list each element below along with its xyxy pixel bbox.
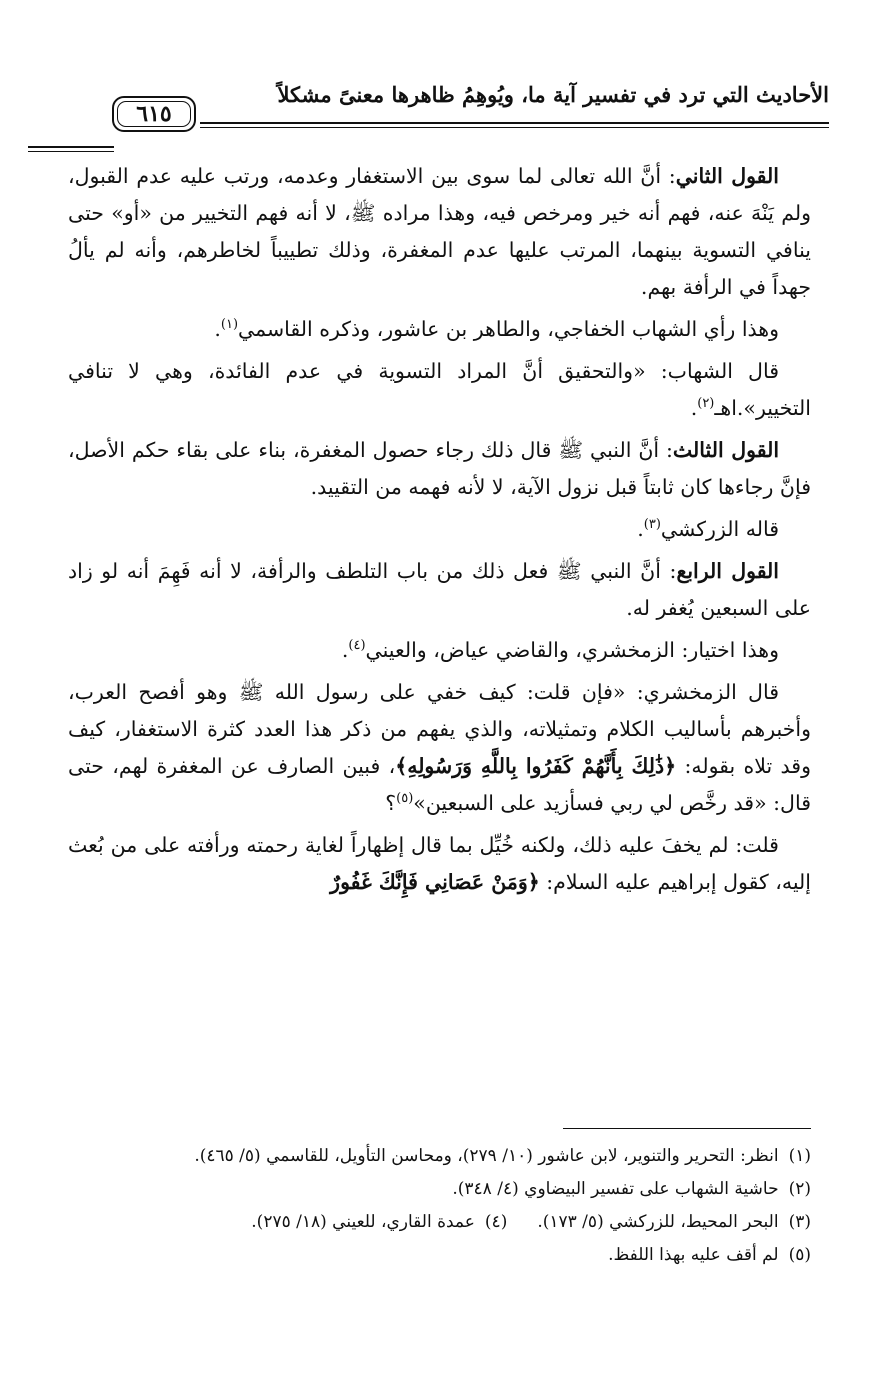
- paragraph: [68, 553, 811, 627]
- page-number-frame: [112, 96, 196, 132]
- paragraph: [68, 632, 811, 669]
- footnote-text: انظر: التحرير والتنوير، لابن عاشور (١٠/ ٢٧٩)، ومحاسن التأويل، للقاسمي (٥/ ٤٦٥).: [194, 1146, 779, 1166]
- quran-verse: ﴿ذَٰلِكَ بِأَنَّهُمْ كَفَرُوا بِاللَّهِ وَرَسُولِهِ﴾: [395, 754, 677, 778]
- footnote-separator: [563, 1128, 811, 1129]
- footnote-text: البحر المحيط، للزركشي (٥/ ١٧٣).: [537, 1212, 779, 1232]
- paragraph-text: قال الزمخشري: «فإن قلت: كيف خفي على رسول الله ﷺ وهو أفصح العرب، وأخبرهم بأساليب الكلام وتمثيلاته، والذي يفهم من ذكر هذا العدد كثرة الاستغفار، كيف وقد تلاه بقوله:: [68, 680, 812, 778]
- footnote-ref: (١): [220, 317, 239, 333]
- footnote: [68, 1140, 811, 1173]
- paragraph-tail: .: [341, 638, 349, 662]
- paragraph: [68, 511, 811, 548]
- footnote-text: عمدة القاري، للعيني (١٨/ ٢٧٥).: [251, 1212, 475, 1232]
- header-left-rule: [28, 146, 114, 152]
- paragraph: [68, 353, 811, 427]
- footnote-number: (٤): [484, 1212, 508, 1232]
- paragraph-text: : أنَّ الله تعالى لما سوى بين الاستغفار وعدمه، ورتب عليه عدم القبول، ولم يَنْهَ عنه، فهم أنه خير ومرخص فيه، وهذا مراده ﷺ، لا أنه فهم التخيير من «أو» حتى ينافي التسوية بينهما، المرتب عليها عدم المغفرة، وذلك تطييباً لخاطرهم، وأنه لم يألُ جهداً في الرأفة بهم.: [68, 164, 811, 299]
- footnote-number: (١): [788, 1146, 811, 1166]
- paragraph-text: وهذا رأي الشهاب الخفاجي، والطاهر بن عاشور، وذكره القاسمي: [238, 317, 779, 341]
- paragraph: [68, 827, 811, 901]
- page-number: ٦١٥: [136, 101, 172, 127]
- paragraph-tail: .: [214, 317, 221, 341]
- paragraph: [68, 674, 811, 822]
- footnote-number: (٣): [788, 1212, 811, 1232]
- paragraph-lead: القول الثاني: [675, 164, 779, 188]
- footnote: [68, 1206, 811, 1239]
- footnote-number: (٥): [788, 1245, 811, 1265]
- paragraph: [68, 432, 811, 506]
- header-rule: [200, 122, 829, 128]
- paragraph-tail: .: [637, 517, 644, 541]
- paragraph-text: قال الشهاب: «والتحقيق أنَّ المراد التسوية في عدم الفائدة، وهي لا تنافي التخيير».اهـ: [68, 359, 811, 420]
- footnote: [68, 1173, 811, 1206]
- footnote-text: حاشية الشهاب على تفسير البيضاوي (٤/ ٣٤٨).: [452, 1179, 779, 1199]
- footnote: [68, 1239, 811, 1272]
- paragraph-text: : أنَّ النبي ﷺ قال ذلك رجاء حصول المغفرة، بناء على بقاء حكم الأصل، فإنَّ رجاءها كان ثابتاً قبل نزول الآية، لا لأنه فهمه من التقييد.: [68, 438, 811, 499]
- paragraph-lead: القول الثالث: [672, 438, 780, 462]
- paragraph-text: ، فبين الصارف عن المغفرة لهم، حتى قال: «قد رخَّص لي ربي فسأزيد على السبعين»: [68, 754, 811, 815]
- paragraph: [68, 311, 811, 348]
- paragraph-text: وهذا اختيار: الزمخشري، والقاضي عياض، والعيني: [365, 638, 779, 662]
- footnote-ref: (٥): [396, 791, 414, 807]
- paragraph-lead: القول الرابع: [676, 559, 780, 583]
- paragraph-text: قلت: لم يخفَ عليه ذلك، ولكنه خُيِّل بما قال إظهاراً لغاية رحمته ورأفته على من بُعث إليه، كقول إبراهيم عليه السلام:: [68, 833, 811, 894]
- footnote-ref: (٤): [348, 638, 366, 654]
- quran-verse: ﴿وَمَنْ عَصَانِي فَإِنَّكَ غَفُورٌ: [330, 870, 540, 894]
- footnotes: [68, 1140, 811, 1272]
- paragraph-text: : أنَّ النبي ﷺ فعل ذلك من باب التلطف والرأفة، لا أنه فَهِمَ أنه لو زاد على السبعين يُغفر له.: [68, 559, 811, 620]
- header-title: الأحاديث التي ترد في تفسير آية ما، ويُوهِمُ ظاهرها معنىً مشكلاً: [277, 82, 829, 107]
- paragraph-text: قاله الزركشي: [660, 517, 779, 541]
- main-text: [68, 158, 811, 906]
- paragraph-tail: ؟: [385, 791, 397, 815]
- footnote-ref: (٣): [643, 517, 661, 533]
- footnote-ref: (٢): [697, 396, 715, 412]
- footnote-text: لم أقف عليه بهذا اللفظ.: [608, 1245, 779, 1265]
- paragraph-tail: .: [690, 396, 698, 420]
- footnote-number: (٢): [788, 1179, 811, 1199]
- running-header: [104, 74, 829, 134]
- paragraph: [68, 158, 811, 306]
